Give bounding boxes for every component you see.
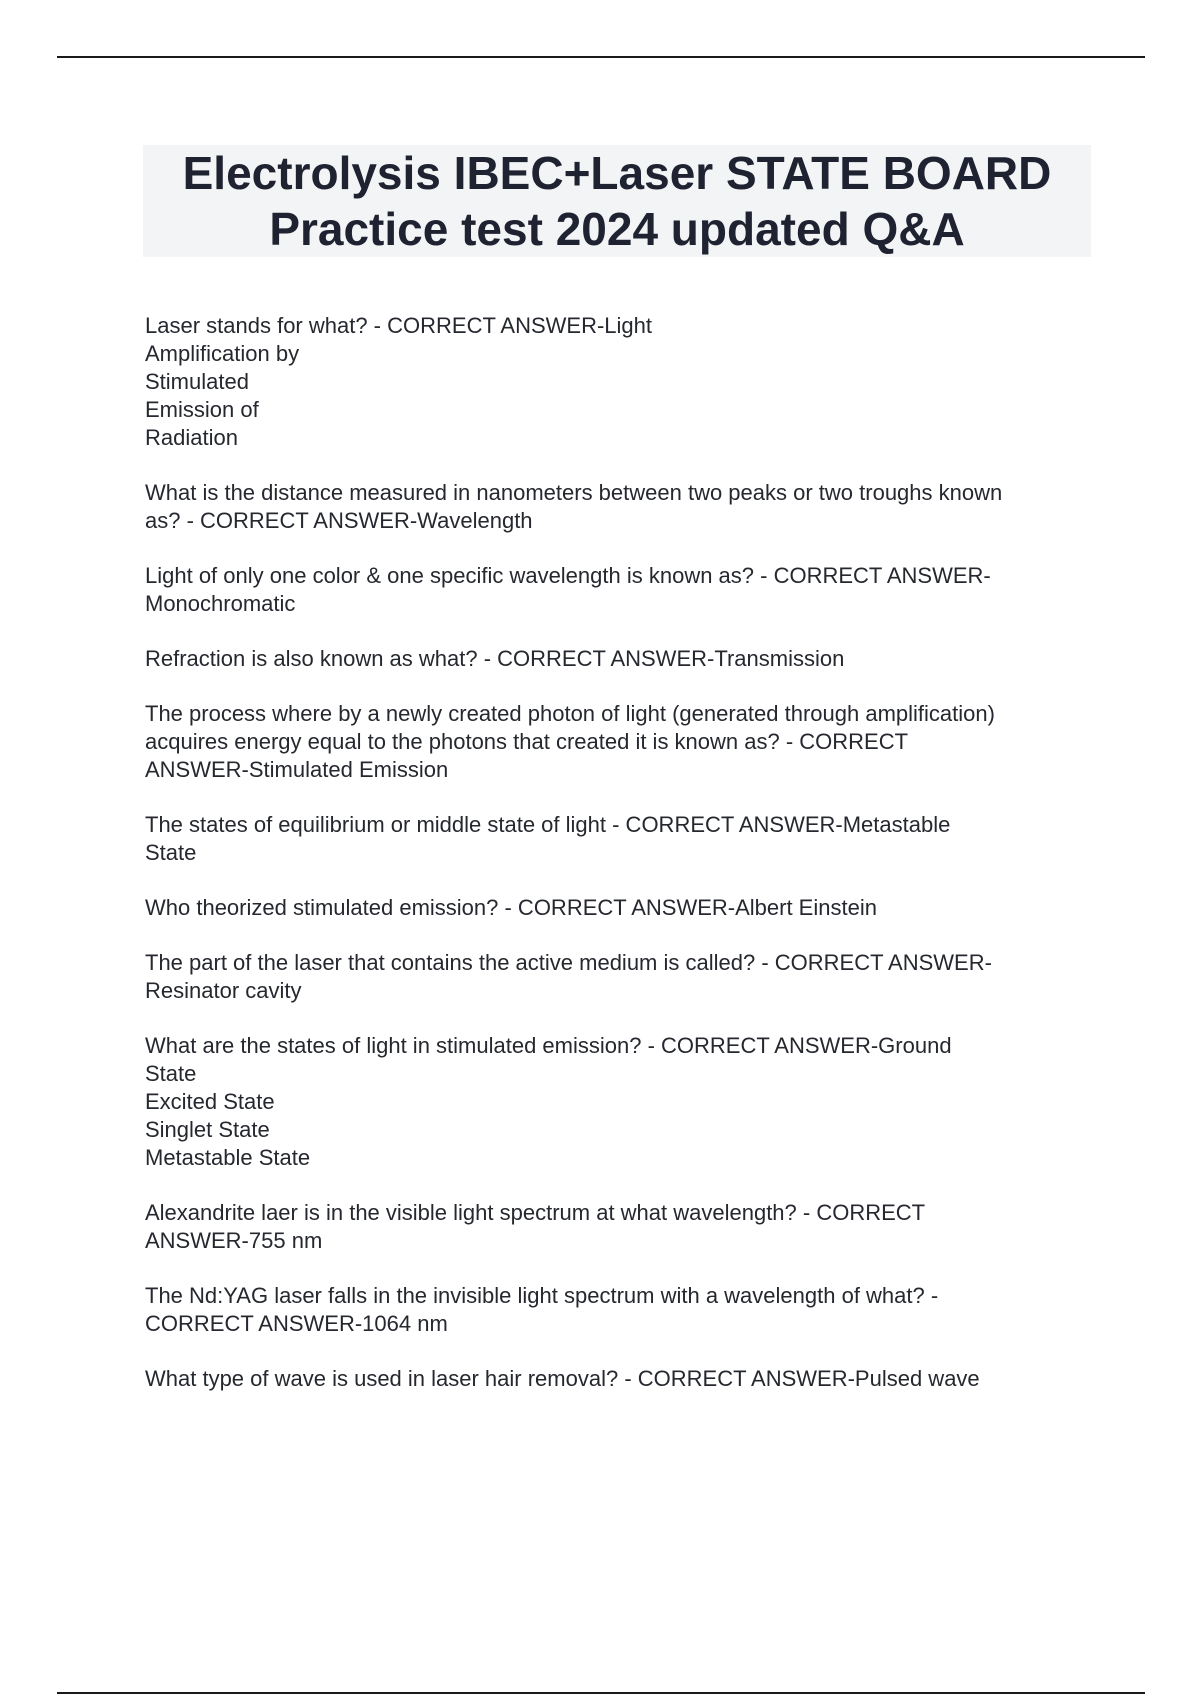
qa-item [145, 949, 1100, 1005]
qa-line: Refraction is also known as what? - CORRECT ANSWER-Transmission [145, 646, 845, 671]
top-rule [57, 56, 1145, 58]
qa-line: Singlet State [145, 1117, 270, 1142]
qa-line: ANSWER-Stimulated Emission [145, 757, 449, 782]
qa-item [145, 1032, 1100, 1172]
qa-item [145, 1365, 1100, 1393]
qa-item [145, 1199, 1100, 1255]
qa-line: The part of the laser that contains the active medium is called? - CORRECT ANSWER- [145, 950, 992, 975]
qa-line: CORRECT ANSWER-1064 nm [145, 1311, 448, 1336]
qa-line: Stimulated [145, 369, 249, 394]
document-title [143, 145, 1091, 257]
qa-line: State [145, 1061, 197, 1086]
qa-item [145, 312, 1100, 452]
qa-item [145, 700, 1100, 784]
qa-line: Metastable State [145, 1145, 311, 1170]
title-line: Practice test 2024 updated Q&A [269, 203, 965, 255]
qa-line: Alexandrite laer is in the visible light spectrum at what wavelength? - CORRECT [145, 1200, 926, 1225]
qa-item [145, 562, 1100, 618]
qa-line: Radiation [145, 425, 238, 450]
qa-line: Who theorized stimulated emission? - CORRECT ANSWER-Albert Einstein [145, 895, 877, 920]
qa-item [145, 645, 1100, 673]
qa-line: What is the distance measured in nanometers between two peaks or two troughs known [145, 480, 1003, 505]
qa-line: Emission of [145, 397, 259, 422]
qa-line: The states of equilibrium or middle state of light - CORRECT ANSWER-Metastable [145, 812, 951, 837]
qa-line: Excited State [145, 1089, 275, 1114]
qa-item [145, 1282, 1100, 1338]
qa-line: The process where by a newly created photon of light (generated through amplification) [145, 701, 995, 726]
qa-line: State [145, 840, 197, 865]
qa-line: as? - CORRECT ANSWER-Wavelength [145, 508, 533, 533]
qa-line: Amplification by [145, 341, 300, 366]
qa-line: Resinator cavity [145, 978, 302, 1003]
title-line: Electrolysis IBEC+Laser STATE BOARD [182, 147, 1052, 199]
qa-list [145, 312, 1100, 1420]
qa-line: The Nd:YAG laser falls in the invisible light spectrum with a wavelength of what? - [145, 1283, 939, 1308]
qa-line: Monochromatic [145, 591, 296, 616]
qa-line: What are the states of light in stimulated emission? - CORRECT ANSWER-Ground [145, 1033, 952, 1058]
qa-line: acquires energy equal to the photons that created it is known as? - CORRECT [145, 729, 909, 754]
qa-item [145, 479, 1100, 535]
bottom-rule [57, 1692, 1145, 1694]
qa-item [145, 811, 1100, 867]
qa-line: What type of wave is used in laser hair removal? - CORRECT ANSWER-Pulsed wave [145, 1366, 980, 1391]
qa-line: Light of only one color & one specific wavelength is known as? - CORRECT ANSWER- [145, 563, 991, 588]
qa-line: ANSWER-755 nm [145, 1228, 323, 1253]
qa-item [145, 894, 1100, 922]
qa-line: Laser stands for what? - CORRECT ANSWER-Light [145, 313, 652, 338]
